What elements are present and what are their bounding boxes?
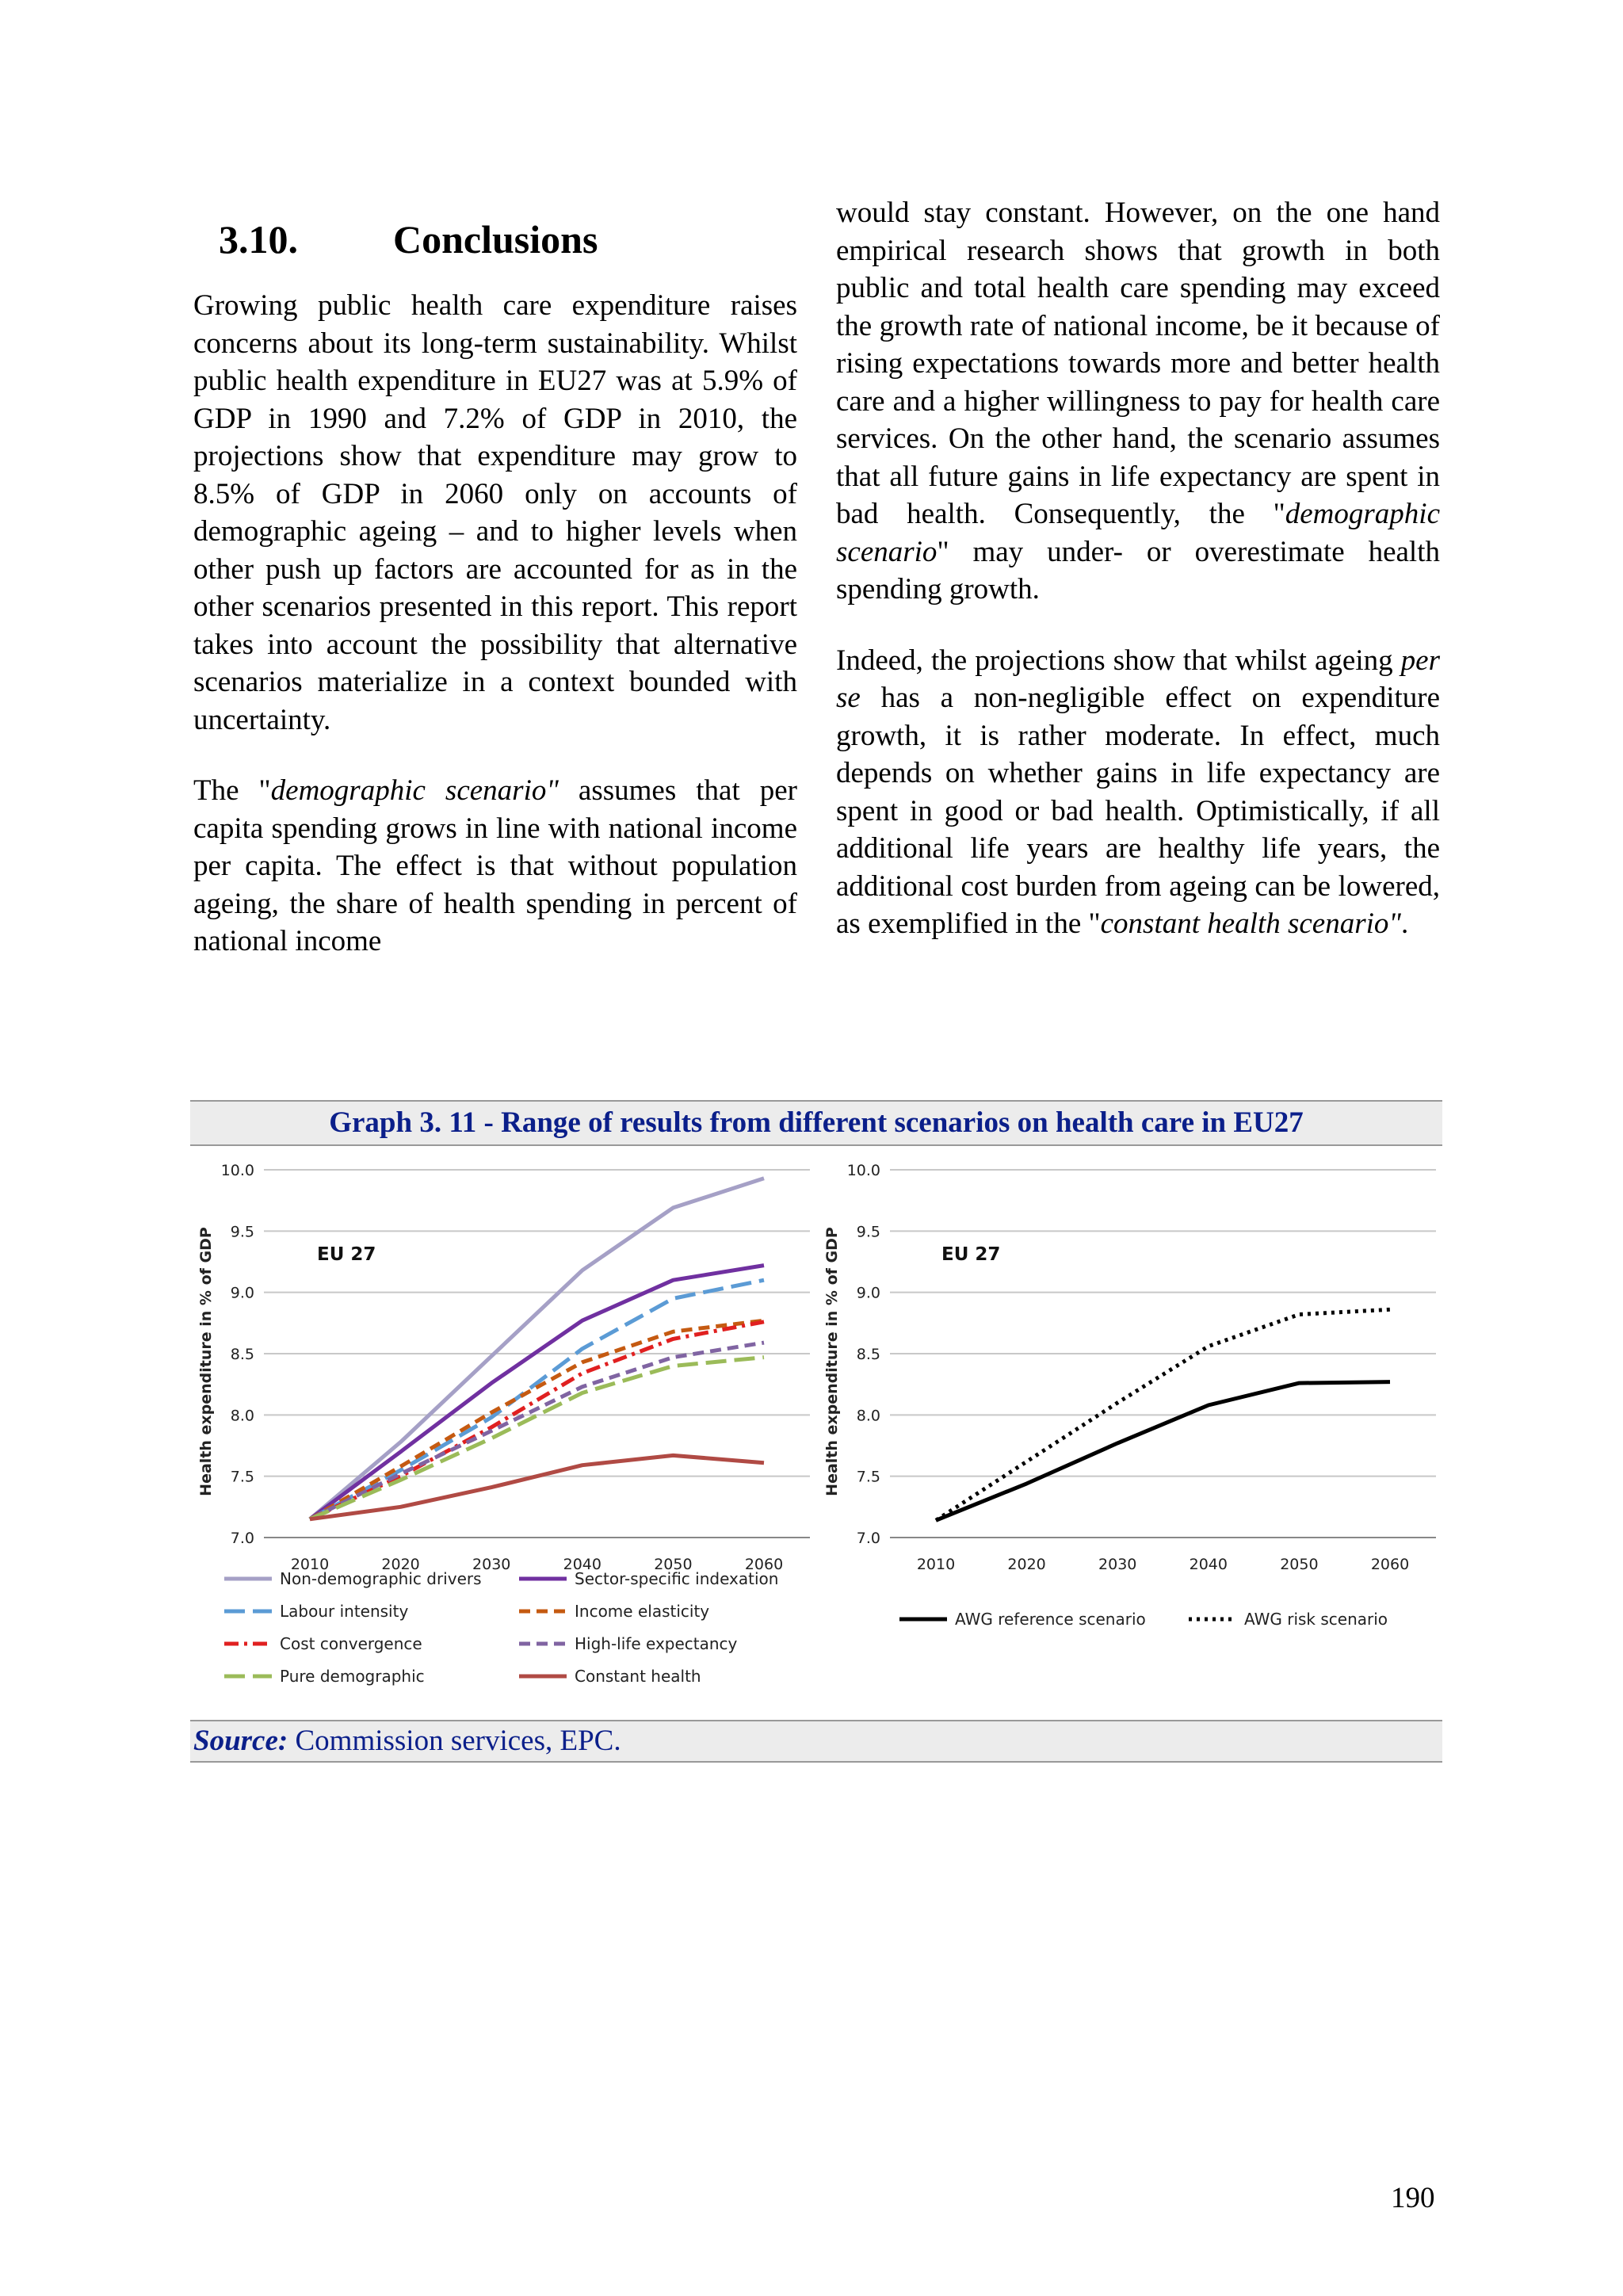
y-tick-label: 9.5: [856, 1223, 880, 1241]
series-line-income-elasticity: [310, 1320, 764, 1519]
x-tick-label: 2010: [290, 1556, 330, 1573]
y-tick-label: 7.0: [856, 1530, 880, 1547]
x-tick-label: 2010: [916, 1556, 956, 1573]
x-tick-label: 2020: [381, 1556, 420, 1573]
series-line-sector-specific-indexation: [310, 1266, 764, 1519]
x-tick-label: 2060: [744, 1556, 784, 1573]
y-tick-label: 9.0: [856, 1284, 880, 1302]
x-tick-label: 2060: [1370, 1556, 1410, 1573]
left-column: [193, 198, 797, 961]
y-tick-label: 8.0: [856, 1407, 880, 1425]
series-line-constant-health: [310, 1455, 764, 1519]
legend-label: Income elasticity: [575, 1602, 710, 1621]
series-line-pure-demographic: [310, 1358, 764, 1519]
series-line-high-life-expectancy: [310, 1343, 764, 1519]
x-tick-label: 2050: [1280, 1556, 1319, 1573]
legend-label: Cost convergence: [280, 1634, 422, 1653]
y-tick-label: 8.5: [230, 1346, 254, 1363]
section-title: Conclusions: [393, 217, 598, 262]
paragraph-2: The "demographic scenario" assumes that per capita spending grows in line with national income per capita. The effect is that without population ageing, the share of health spending in percent of national income: [193, 774, 798, 957]
x-tick-label: 2030: [472, 1556, 511, 1573]
section-heading: [219, 216, 797, 263]
legend-label: AWG reference scenario: [955, 1610, 1146, 1629]
page-number: 190: [1391, 2182, 1435, 2214]
source-label: Source:: [193, 1725, 288, 1757]
section-number: 3.10.: [219, 217, 298, 262]
paragraph-4: Indeed, the projections show that whilst ageing per se has a non-negligible effect on expenditure growth, it is rather moderate. In effect, much depends on whether gains in life expectancy are spent in good or bad health. Optimistically, if all additional life years are healthy life years, the additional cost burden from ageing can be lowered, as exemplified in the "constant health scenario".: [836, 644, 1440, 940]
y-tick-label: 9.5: [230, 1223, 254, 1241]
source-text: Commission services, EPC.: [288, 1725, 621, 1757]
y-tick-label: 10.0: [846, 1162, 880, 1179]
right-column: [836, 194, 1440, 943]
y-tick-label: 7.5: [856, 1468, 880, 1486]
y-tick-label: 8.0: [230, 1407, 254, 1425]
legend-label: AWG risk scenario: [1244, 1610, 1388, 1629]
x-tick-label: 2030: [1098, 1556, 1137, 1573]
legend-label: High-life expectancy: [575, 1634, 738, 1653]
y-tick-label: 9.0: [230, 1284, 254, 1302]
x-tick-label: 2040: [563, 1556, 601, 1573]
paragraph-3: would stay constant. However, on the one hand empirical research shows that growth in both public and total health care spending may exceed the growth rate of national income, be it because of rising expectations towards more and better health care and a higher willingness to pay for health care services. On the other hand, the scenario assumes that all future gains in life expectancy are spent in bad health. Consequently, the "demographic scenario" may under- or overestimate health spending growth.: [836, 197, 1440, 606]
y-tick-label: 7.0: [230, 1530, 254, 1547]
series-line-labour-intensity: [310, 1280, 764, 1519]
x-tick-label: 2040: [1189, 1556, 1228, 1573]
x-tick-label: 2020: [1007, 1556, 1046, 1573]
series-line-awg-risk-scenario: [936, 1309, 1390, 1520]
legend-label: Pure demographic: [280, 1667, 425, 1686]
paragraph-1: Growing public health care expenditure raises concerns about its long-term sustainability. Whilst public health expenditure in EU27 was at 5.9% of GDP in 1990 and 7.2% of GDP in 2010, the projections show that expenditure may grow to 8.5% of GDP in 2060 only on accounts of demographic ageing – and to higher levels when other push up factors are accounted for as in the other scenarios presented in this report. This report takes into account the possibility that alternative scenarios materialize in a context bounded with uncertainty.: [193, 289, 797, 736]
y-axis-label: Health expenditure in % of GDP: [197, 1227, 215, 1496]
legend-label: Sector-specific indexation: [575, 1569, 779, 1588]
panel-label: EU 27: [317, 1244, 376, 1265]
legend-label: Non-demographic drivers: [280, 1569, 482, 1588]
y-axis-label: Health expenditure in % of GDP: [823, 1227, 841, 1496]
y-tick-label: 7.5: [230, 1468, 254, 1486]
x-tick-label: 2050: [654, 1556, 693, 1573]
graph-title: Graph 3. 11 - Range of results from different scenarios on health care in EU27: [190, 1100, 1442, 1146]
y-tick-label: 8.5: [856, 1346, 880, 1363]
series-line-non-demographic-drivers: [310, 1179, 764, 1519]
legend-label: Labour intensity: [280, 1602, 409, 1621]
panel-label: EU 27: [941, 1244, 1001, 1265]
source-bar: [190, 1720, 1442, 1763]
series-line-awg-reference-scenario: [936, 1382, 1390, 1521]
legend-label: Constant health: [575, 1667, 701, 1686]
series-line-cost-convergence: [310, 1322, 764, 1519]
y-tick-label: 10.0: [220, 1162, 254, 1179]
